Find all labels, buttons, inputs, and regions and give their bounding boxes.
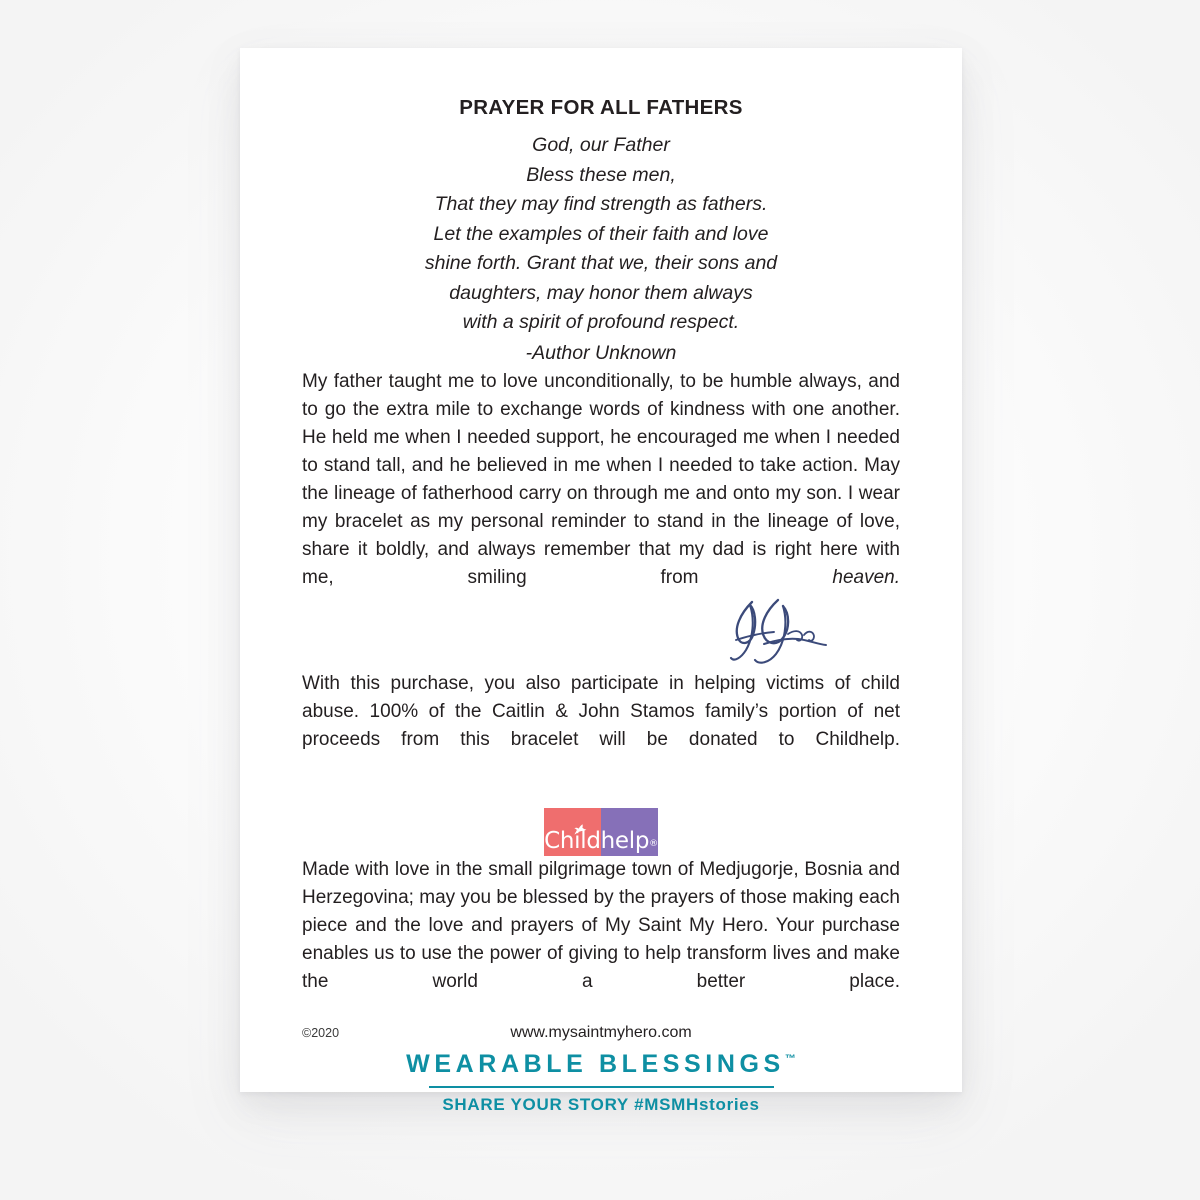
prayer-section: [240, 48, 962, 368]
childhelp-wordmark: [544, 829, 658, 856]
childhelp-wordmark-text: Childhelp: [544, 828, 650, 854]
handwritten-signature: [722, 594, 834, 668]
paragraph-text: My father taught me to love unconditionally, to be humble always, and to go the extra mile to exchange words of kindness with one another. He held me when I needed support, he encouraged me when I needed to stand tall, and he believed in me when I needed to take action. May the lineage of fatherhood carry on through me and onto my son. I wear my bracelet as my personal reminder to stand in the lineage of love, share it boldly, and always remember that my dad is right here with me, smiling from: [302, 371, 900, 588]
prayer-line: Let the examples of their faith and love: [433, 222, 769, 245]
paragraph-childhelp-donation: With this purchase, you also participate in helping victims of child abuse. 100% of the Caitlin & John Stamos family’s portion of net proceeds from this bracelet will be donated to Childhelp.: [302, 673, 900, 750]
insert-card: [240, 48, 962, 1114]
card-content: [240, 48, 962, 1114]
trademark-mark: ™: [784, 1053, 796, 1065]
prayer-line: daughters, may honor them always: [449, 281, 753, 304]
signature-area: [302, 592, 900, 670]
prayer-line: shine forth. Grant that we, their sons and: [424, 252, 778, 274]
prayer-line: with a spirit of profound respect.: [462, 311, 740, 333]
prayer-title: PRAYER FOR ALL FATHERS: [459, 96, 743, 119]
website-url: www.mysaintmyhero.com: [510, 1024, 692, 1041]
paragraph-personal-story: [302, 368, 900, 620]
brand-subtitle: SHARE YOUR STORY #MSMHstories: [442, 1095, 760, 1114]
prayer-line: God, our Father: [532, 134, 670, 156]
registered-mark: ®: [649, 839, 658, 849]
paragraph-emphasis-word: heaven.: [832, 567, 900, 588]
prayer-attribution: -Author Unknown: [525, 341, 677, 364]
childhelp-logo-row: [302, 808, 900, 856]
copyright-text: ©2020: [302, 1026, 340, 1040]
card-footer: [240, 1026, 962, 1046]
brand-divider: [429, 1086, 774, 1088]
brand-title-text: WEARABLE BLESSINGS: [406, 1050, 785, 1078]
prayer-line: That they may find strength as fathers.: [434, 193, 768, 215]
wearable-blessings-brand: [302, 1050, 900, 1115]
childhelp-logo: [544, 808, 658, 856]
brand-title: [404, 1050, 798, 1084]
paragraph-made-with-love: Made with love in the small pilgrimage town of Medjugorje, Bosnia and Herzegovina; may you be blessed by the prayers of those making each piece and the love and prayers of My Saint My Hero. Your purchase enables us to use the power of giving to help transform lives and make the world a better place.: [302, 859, 900, 992]
prayer-line: Bless these men,: [526, 163, 676, 186]
body-section: [240, 368, 962, 1115]
